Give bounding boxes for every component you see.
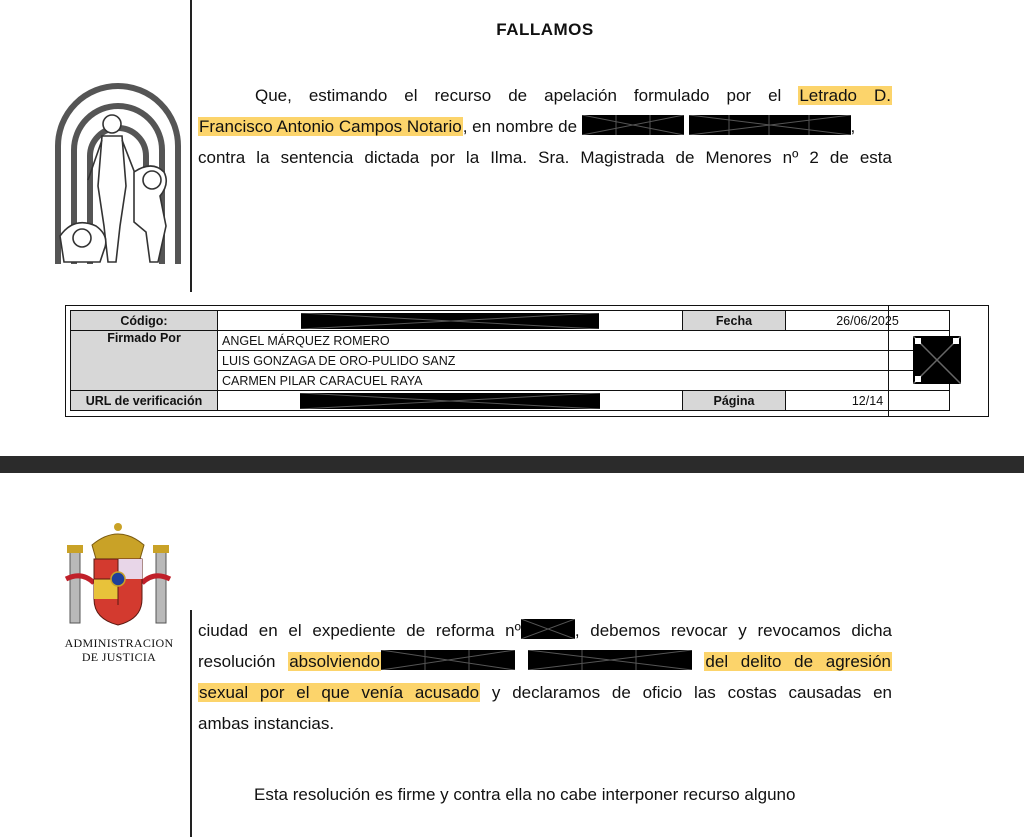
highlight: Francisco Antonio Campos Notario [199,117,462,136]
paragraph-line: Que, estimando el recurso de apelación formulado por el Letrado D. [255,86,891,105]
paragraph-line: Francisco Antonio Campos Notario, en nombre de , [199,117,856,136]
ruling-continuation [198,615,892,739]
margin-rule [190,0,192,292]
highlight: absolviendo [289,652,380,671]
junta-andalucia-logo [52,76,184,268]
pagina-value: 12/14 [786,391,950,411]
redaction-box [301,313,599,329]
administracion-justicia-label: ADMINISTRACION DE JUSTICIA [64,636,174,664]
qr-code-cell [888,306,988,416]
signer-name: LUIS GONZAGA DE ORO-PULIDO SANZ [218,351,950,371]
fecha-label: Fecha [683,311,786,331]
qr-code-redacted [913,336,961,384]
paragraph-line: sexual por el que venía acusado y declaramos de oficio las costas causadas en [199,683,892,702]
section-heading: FALLAMOS [496,20,594,39]
highlight: sexual por el que venía acusado [199,683,480,702]
codigo-label: Código: [71,311,218,331]
highlight: Letrado D. [799,86,891,105]
redaction-box [300,393,600,409]
redaction-box [582,115,684,135]
codigo-value [218,311,683,331]
redaction-box [689,115,851,135]
url-verificacion-label: URL de verificación [71,391,218,411]
fecha-value: 26/06/2025 [786,311,950,331]
highlight: del delito de agresión [705,652,891,671]
redaction-box [381,650,515,670]
page-separator [0,456,1024,473]
url-verificacion-value [218,391,683,411]
ruling-paragraph [198,80,892,173]
pagina-label: Página [683,391,786,411]
document-page-13 [0,473,1024,837]
signature-verification-table [65,305,989,417]
spain-coat-of-arms [64,521,172,631]
redaction-box [528,650,692,670]
closing-statement: Esta resolución es firme y contra ella no cabe interponer recurso alguno [254,785,796,804]
paragraph-line: ciudad en el expediente de reforma nº , debemos revocar y revocamos dicha [198,621,892,640]
redaction-box [521,619,575,639]
firmado-por-label: Firmado Por [71,331,218,391]
paragraph-line: ambas instancias. [198,714,335,733]
margin-rule [190,610,192,837]
signer-name: ANGEL MÁRQUEZ ROMERO [218,331,950,351]
paragraph-line: resolución absolviendo del delito de agresión [198,652,891,671]
signer-name: CARMEN PILAR CARACUEL RAYA [218,371,950,391]
paragraph-line: contra la sentencia dictada por la Ilma. Sra. Magistrada de Menores nº 2 de esta [198,148,892,167]
signature-grid [70,310,950,411]
